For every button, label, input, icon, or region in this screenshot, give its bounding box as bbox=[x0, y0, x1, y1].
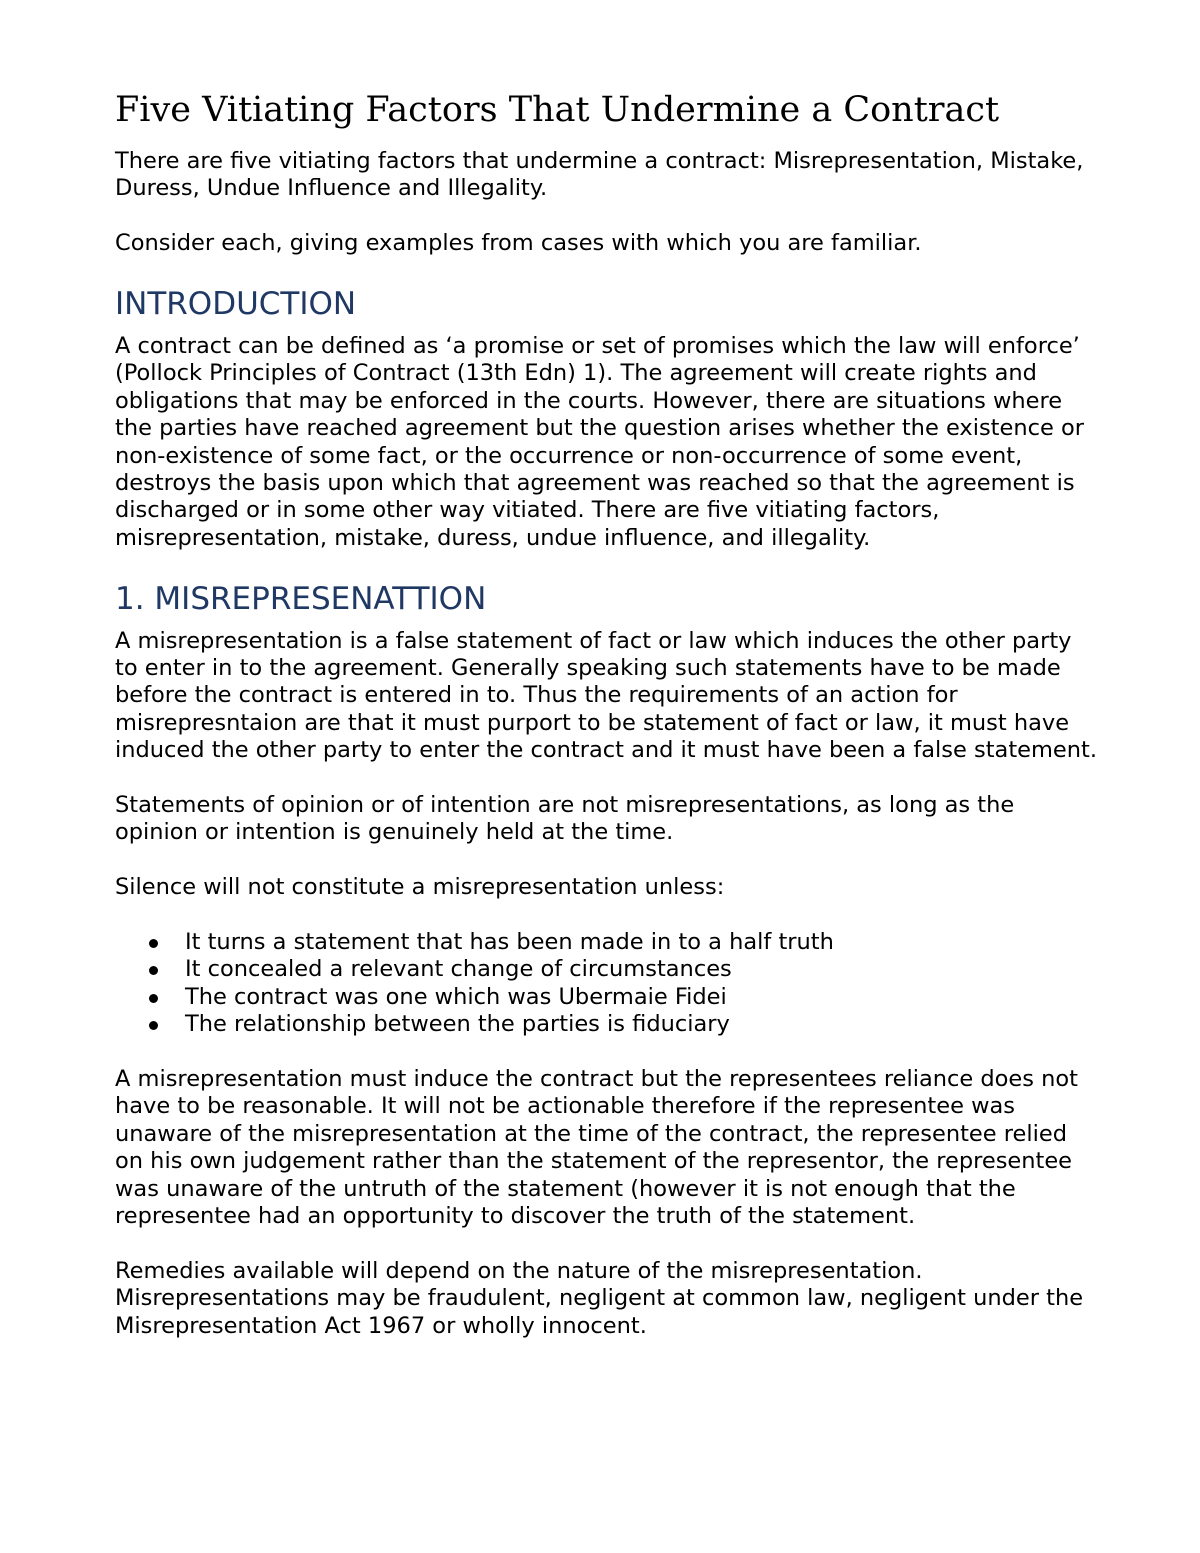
bullet-dot-icon bbox=[149, 1021, 158, 1030]
introduction-paragraph: A contract can be defined as ‘a promise or set of promises which the law will enforce’ (Pollock Principles of Contract (13th Edn) 1). The agreement will create rights and obligations that may be enforced in the courts. However, there are situations where the parties have reached agreement but the question arises whether the existence or non-existence of some fact, or the occurrence or non-occurrence of some event, destroys the basis upon which that agreement was reached so that the agreement is discharged or in some other way vitiated. There are five vitiating factors, misrepresentation, mistake, duress, undue influence, and illegality. bbox=[115, 333, 1084, 551]
misrepresentation-paragraph-5: Remedies available will depend on the nature of the misrepresentation. Misrepresentations may be fraudulent, negligent at common law, negligent under the Misrepresentation Act 1967 or wholly innocent. bbox=[115, 1257, 1084, 1339]
misrepresentation-paragraph-4: A misrepresentation must induce the contract but the representees reliance does not have to be reasonable. It will not be actionable therefore if the representee was unaware of the misrepresentation at the time of the contract, the representee relied on his own judgement rather than the statement of the representor, the representee was unaware of the untruth of the statement (however it is not enough that the representee had an opportunity to discover the truth of the statement. bbox=[115, 1066, 1078, 1230]
misrepresentation-paragraph-2: Statements of opinion or of intention are not misrepresentations, as long as the opinion or intention is genuinely held at the time. bbox=[115, 792, 1015, 846]
list-item bbox=[115, 929, 1100, 956]
list-item bbox=[115, 956, 1100, 983]
misrepresentation-paragraph-1: A misrepresentation is a false statement of fact or law which induces the other party to enter in to the agreement. Generally speaking such statements have to be made before the contract is entered in to. Thus the requirements of an action for misrepresntaion are that it must purport to be statement of fact or law, it must have induced the other party to enter the contract and it must have been a false statement. bbox=[115, 627, 1098, 764]
list-item-text: The contract was one which was Ubermaie Fidei bbox=[185, 983, 727, 1010]
list-item bbox=[115, 984, 1100, 1011]
bullet-dot-icon bbox=[149, 994, 158, 1003]
question-paragraph-2: Consider each, giving examples from cases with which you are familiar. bbox=[115, 230, 922, 257]
silence-exceptions-list bbox=[115, 929, 1100, 1039]
document-page bbox=[115, 88, 1100, 1368]
misrepresentation-heading: 1. MISREPRESENATTION bbox=[115, 580, 487, 617]
list-item-text: It turns a statement that has been made in to a half truth bbox=[185, 929, 834, 956]
introduction-heading: INTRODUCTION bbox=[115, 286, 357, 322]
list-item-text: It concealed a relevant change of circumstances bbox=[185, 956, 732, 983]
bullet-dot-icon bbox=[149, 966, 158, 975]
list-item-text: The relationship between the parties is fiduciary bbox=[185, 1011, 730, 1038]
misrepresentation-paragraph-3: Silence will not constitute a misrepresentation unless: bbox=[115, 874, 725, 901]
bullet-dot-icon bbox=[149, 939, 158, 948]
list-item bbox=[115, 1011, 1100, 1038]
question-paragraph-1: There are five vitiating factors that undermine a contract: Misrepresentation, Mistake, Duress, Undue Influence and Illegality. bbox=[115, 148, 1084, 202]
document-title: Five Vitiating Factors That Undermine a Contract bbox=[115, 90, 1000, 130]
